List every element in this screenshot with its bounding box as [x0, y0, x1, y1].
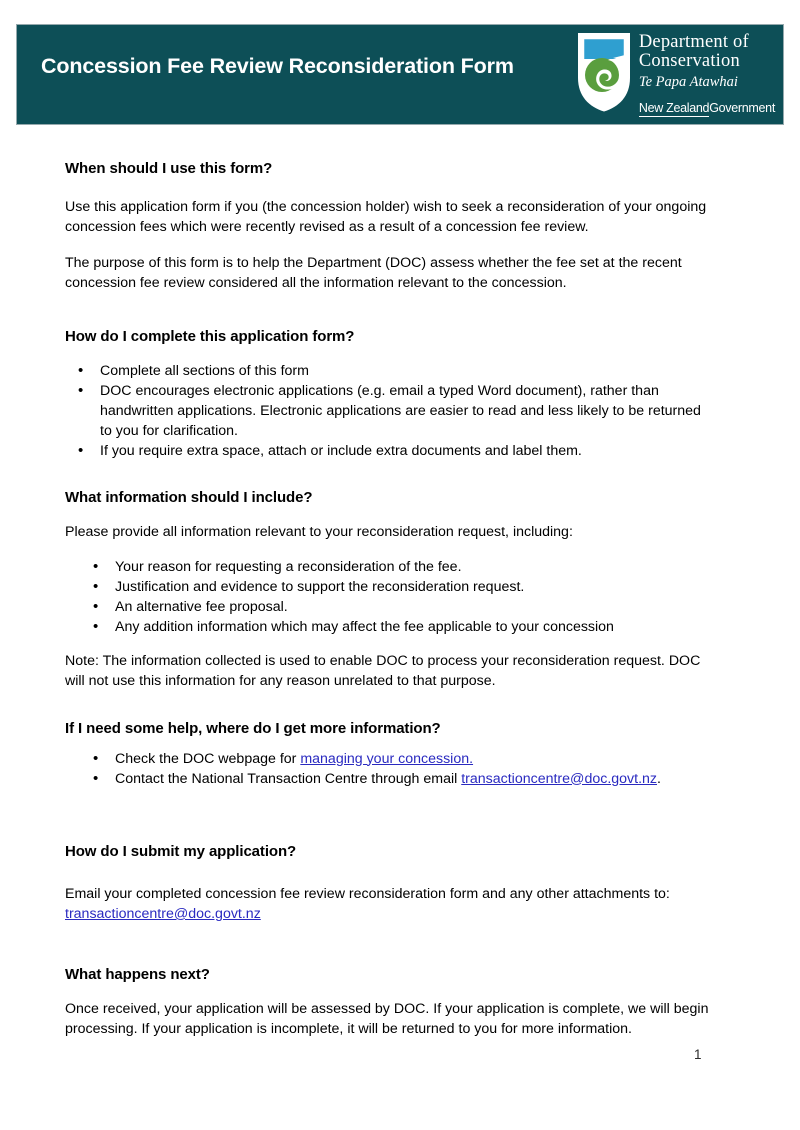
doc-logo-text: [639, 28, 775, 115]
nz-government-rest: Government: [709, 100, 775, 115]
list-item: • Your reason for requesting a reconsideration of the fee.: [65, 557, 710, 577]
nz-government-wordmark: [639, 101, 775, 115]
list-item: • Justification and evidence to support the reconsideration request.: [65, 577, 710, 597]
nz-government-nz: New Zealand: [638, 100, 710, 115]
doc-shield-icon: [575, 30, 633, 114]
what-info-intro: Please provide all information relevant to your reconsideration request, including:: [65, 524, 573, 541]
help-bullet-1-text: Check the DOC webpage for: [115, 750, 301, 767]
list-item: [65, 769, 710, 789]
heading-when-should-i-use: When should I use this form?: [65, 160, 273, 177]
help-bullet-2-text: Contact the National Transaction Centre through email: [115, 770, 462, 787]
list-item: • Any addition information which may affect the fee applicable to your concession: [65, 617, 710, 637]
managing-your-concession-link[interactable]: managing your concession.: [300, 750, 474, 767]
list-item: • An alternative fee proposal.: [65, 597, 710, 617]
logo-maori-line: Te Papa Atawhai: [638, 73, 738, 90]
heading-what-information: What information should I include?: [65, 489, 313, 507]
help-bullet-2-suffix: .: [657, 770, 661, 787]
logo-conservation-line: Conservation: [638, 51, 740, 72]
heading-what-happens-next: What happens next?: [65, 966, 210, 984]
submit-email-link[interactable]: transactioncentre@doc.govt.nz: [65, 905, 261, 922]
list-item: • If you require extra space, attach or include extra documents and label them.: [65, 441, 710, 461]
heading-how-do-i-complete: How do I complete this application form?: [65, 327, 355, 345]
list-item: [65, 749, 710, 769]
list-item: • Complete all sections of this form: [65, 361, 710, 381]
when-paragraph-2: The purpose of this form is to help the Department (DOC) assess whether the fee set at the recent concession fee review considered all the information relevant to the concession.: [65, 255, 682, 292]
list-item: • DOC encourages electronic applications (e.g. email a typed Word document), rather than handwritten applications. Electronic applications are easier to read and less likely to be returned to you for clarification.: [65, 381, 710, 441]
logo-department-line: Department of: [638, 32, 749, 52]
submit-paragraph-text: Email your completed concession fee review reconsideration form and any other attachments to:: [65, 885, 670, 902]
page-number: 1: [694, 1047, 702, 1062]
doc-logo-lockup: [575, 28, 775, 115]
what-info-bullet-list: [65, 557, 710, 638]
transaction-centre-email-link[interactable]: transactioncentre@doc.govt.nz: [461, 770, 658, 787]
submit-paragraph: [65, 884, 710, 924]
when-paragraph-1: Use this application form if you (the concession holder) wish to seek a reconsideration of your ongoing concession fees which were recently revised as a result of a concession fee review.: [65, 199, 707, 236]
header-banner: [16, 24, 784, 125]
heading-if-i-need-help: If I need some help, where do I get more information?: [65, 719, 441, 737]
page-title: Concession Fee Review Reconsideration Form: [41, 54, 514, 78]
heading-how-do-i-submit: How do I submit my application?: [65, 842, 297, 860]
how-complete-bullet-list: [65, 361, 710, 462]
document-body: [65, 160, 710, 1039]
next-paragraph: Once received, your application will be assessed by DOC. If your application is complete, we will begin processing. If your application is incomplete, it will be returned to you for more information.: [65, 1001, 709, 1038]
what-info-note: Note: The information collected is used to enable DOC to process your reconsideration request. DOC will not use this information for any reason unrelated to that purpose.: [65, 653, 701, 690]
help-bullet-list: [65, 749, 710, 789]
